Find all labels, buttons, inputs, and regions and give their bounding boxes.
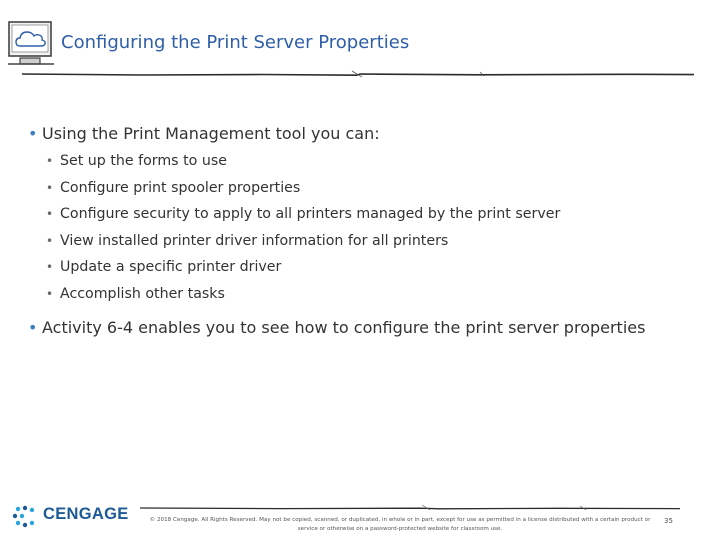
sub-bullet-dot-icon: • — [46, 286, 54, 301]
brand-name: CENGAGE — [43, 505, 129, 523]
sub-bullet — [28, 228, 708, 255]
sub-bullet — [28, 281, 708, 308]
title-underline — [22, 64, 694, 78]
bullet-main — [28, 316, 708, 340]
bullet-dot-icon: • — [28, 317, 38, 337]
sub-bullet — [28, 254, 708, 281]
cloud-monitor-icon — [6, 20, 56, 68]
sub-bullet-dot-icon: • — [46, 260, 54, 275]
sub-bullet-text: Set up the forms to use — [60, 153, 227, 169]
sub-bullet-dot-icon: • — [46, 207, 54, 222]
sub-bullet-text: Configure print spooler properties — [60, 179, 301, 196]
footer-rule — [140, 500, 680, 512]
sub-bullet — [28, 175, 708, 202]
cengage-logo-icon — [12, 505, 38, 529]
sub-bullet-text: Configure security to apply to all printers managed by the print server — [60, 206, 561, 223]
sub-bullet-dot-icon: • — [46, 180, 54, 195]
copyright-notice: © 2018 Cengage. All Rights Reserved. May not be copied, scanned, or duplicated, in whole or in part, except for use as permitted in a license distributed with a certain product or service or otherwise on a password-protected website for classroom use. — [149, 517, 651, 532]
sub-bullet-list — [28, 148, 708, 308]
sub-bullet-dot-icon: • — [46, 154, 54, 168]
sub-bullet-text: View installed printer driver information for all printers — [60, 232, 449, 249]
cengage-logo — [12, 502, 142, 532]
slide-content — [28, 122, 708, 340]
page-number: 35 — [664, 517, 673, 525]
sub-bullet-dot-icon: • — [46, 233, 54, 248]
slide-title: Configuring the Print Server Properties — [61, 32, 410, 53]
bullet-main — [28, 122, 708, 146]
sub-bullet — [28, 201, 708, 228]
bullet-text: Using the Print Management tool you can: — [42, 124, 380, 143]
bullet-dot-icon: • — [28, 124, 38, 143]
sub-bullet — [28, 148, 708, 175]
sub-bullet-text: Accomplish other tasks — [60, 285, 225, 302]
sub-bullet-text: Update a specific printer driver — [60, 259, 282, 276]
bullet-text: Activity 6-4 enables you to see how to configure the print server properties — [42, 317, 646, 337]
